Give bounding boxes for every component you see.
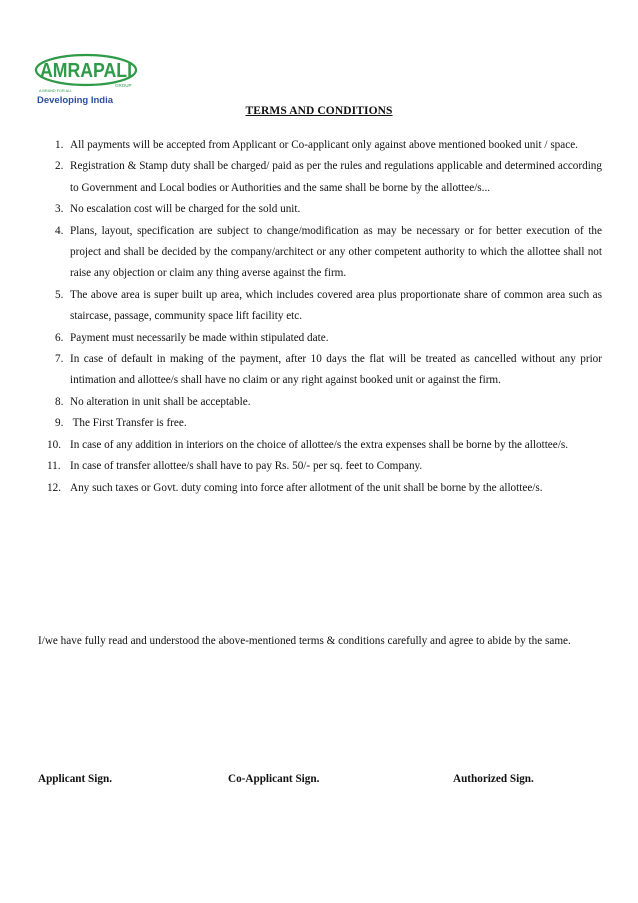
term-text: All payments will be accepted from Applicant or Co-applicant only against above mentioned booked unit / space. xyxy=(70,139,578,151)
term-number: 3. xyxy=(55,203,64,216)
term-text: Any such taxes or Govt. duty coming into force after allotment of the unit shall be borne by the allottee/s. xyxy=(70,481,543,494)
term-text: In case of transfer allottee/s shall have to pay Rs. 50/- per sq. feet to Company. xyxy=(70,460,423,473)
term-number: 6. xyxy=(55,331,64,344)
term-item xyxy=(38,392,602,413)
signature-row xyxy=(38,773,602,793)
term-text: No alteration in unit shall be acceptable. xyxy=(70,395,251,408)
term-number: 5. xyxy=(55,288,64,301)
term-item xyxy=(38,285,602,328)
term-item xyxy=(38,135,602,156)
term-item xyxy=(38,456,602,477)
term-item xyxy=(38,478,602,499)
term-item xyxy=(38,199,602,220)
terms-list xyxy=(38,135,602,499)
term-text: Payment must necessarily be made within stipulated date. xyxy=(70,331,329,344)
declaration-paragraph: I/we have fully read and understood the above-mentioned terms & conditions carefully and agree to abide by the same. xyxy=(38,635,571,647)
term-item xyxy=(38,328,602,349)
term-item xyxy=(38,221,602,285)
term-item xyxy=(38,435,602,456)
logo-brand-text: AMRAPALI xyxy=(40,60,132,82)
term-text: Registration & Stamp duty shall be charged/ paid as per the rules and regulations applicable and determined according to Government and Local bodies or Authorities and the same shall be borne by the allottee/s... xyxy=(70,160,602,194)
term-text: The above area is super built up area, which includes covered area plus proportionate share of common area such as staircase, passage, community space lift facility etc. xyxy=(70,288,602,323)
co-applicant-signature-label: Co-Applicant Sign. xyxy=(228,773,320,785)
term-number: 8. xyxy=(55,395,64,408)
term-number: 1. xyxy=(55,139,64,151)
logo-tagline: Developing India xyxy=(37,95,114,106)
logo-small-text: A BRAND FOR ALL xyxy=(39,89,73,93)
page-title: TERMS AND CONDITIONS xyxy=(245,105,393,117)
term-text: No escalation cost will be charged for the sold unit. xyxy=(70,203,301,216)
logo-graphic xyxy=(33,42,143,110)
term-text: In case of any addition in interiors on the choice of allottee/s the extra expenses shall be borne by the allottee/s. xyxy=(70,438,568,451)
term-text: In case of default in making of the payment, after 10 days the flat will be treated as cancelled without any prior intimation and allottee/s shall have no claim or any right against booked unit or against the firm. xyxy=(70,353,602,387)
term-number: 4. xyxy=(55,224,64,237)
term-item xyxy=(38,413,602,434)
amrapali-logo xyxy=(33,42,143,110)
term-number: 11. xyxy=(47,460,61,473)
term-number: 2. xyxy=(55,160,64,173)
logo-group-text: GROUP xyxy=(115,83,132,88)
applicant-signature-label: Applicant Sign. xyxy=(38,773,112,785)
authorized-signature-label: Authorized Sign. xyxy=(453,773,534,785)
term-number: 10. xyxy=(47,438,61,451)
term-number: 7. xyxy=(55,353,64,366)
term-number: 9. xyxy=(55,417,64,430)
term-item xyxy=(38,156,602,199)
term-text: Plans, layout, specification are subject to change/modification as may be necessary or for better execution of the project and shall be decided by the company/architect or any other competent authority to which the allottee shall not raise any objection or claim any thing averse against the firm. xyxy=(70,224,602,280)
term-text: The First Transfer is free. xyxy=(70,417,187,430)
term-number: 12. xyxy=(47,481,61,494)
term-item xyxy=(38,349,602,392)
